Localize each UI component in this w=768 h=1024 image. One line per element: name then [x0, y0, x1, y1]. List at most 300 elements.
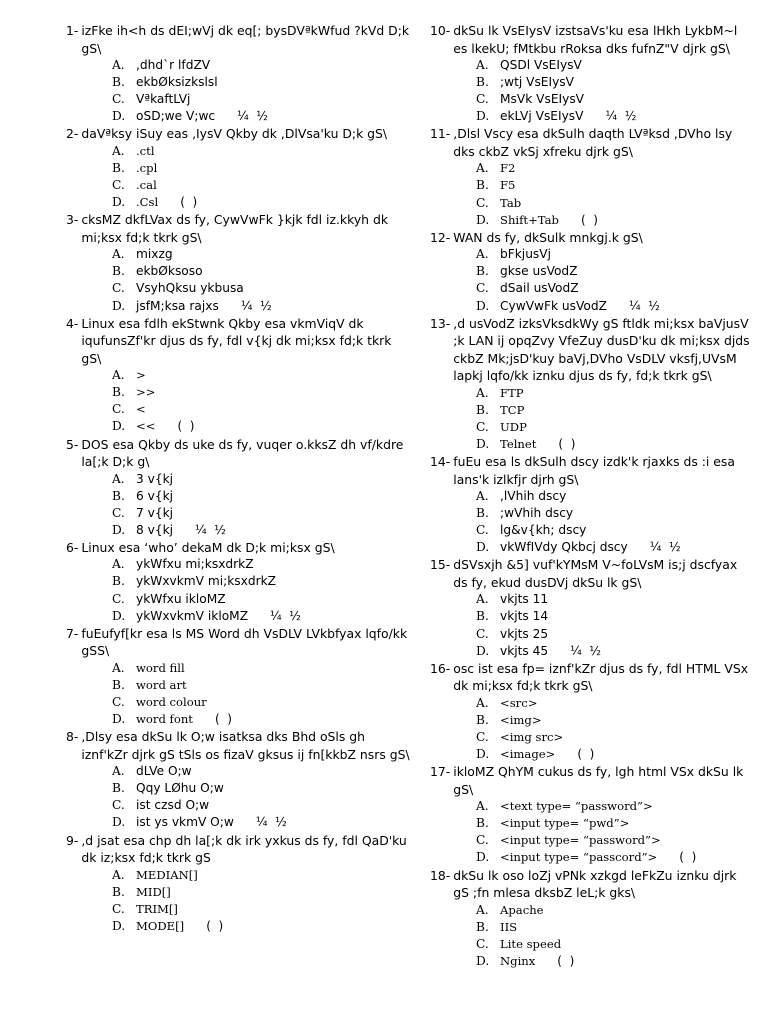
option-item	[476, 695, 752, 712]
question-number: 10-	[430, 23, 451, 38]
option-letter: A.	[476, 58, 489, 72]
question-number: 4-	[66, 315, 79, 331]
option-item	[476, 832, 752, 849]
option-item	[112, 780, 411, 797]
option-item	[112, 522, 411, 539]
option-text: <image>	[500, 747, 556, 762]
question-number: 2-	[66, 126, 79, 142]
option-item	[476, 815, 752, 832]
option-item	[476, 712, 752, 729]
option-letter: D.	[476, 747, 490, 762]
option-item	[476, 902, 752, 919]
answer-bracket: ( )	[679, 850, 697, 865]
question-text: ikloMZ QhYM cukus ds fy, lgh html VSx dkSu lk gS\	[453, 764, 744, 797]
answer-bracket: ¼ ½	[270, 608, 301, 623]
option-list	[112, 471, 411, 539]
option-text: Qqy LØhu O;w	[136, 781, 224, 796]
option-text: F5	[500, 178, 516, 193]
answer-bracket: ¼ ½	[240, 298, 272, 313]
option-text: .cal	[136, 178, 157, 193]
question-header	[66, 315, 411, 368]
option-list	[112, 143, 411, 211]
question-text: daVªksy iSuy eas ,IysV Qkby dk ,DlVsa'ku D;k gS\	[81, 126, 388, 142]
question-number: 8-	[66, 729, 79, 745]
option-letter: A.	[112, 247, 125, 262]
option-list	[476, 385, 752, 453]
option-text: ist czsd O;w	[136, 798, 210, 813]
option-letter: D.	[112, 608, 126, 623]
option-text: ;wtj VsEIysV	[500, 75, 574, 90]
option-list	[476, 798, 752, 866]
answer-bracket: ( )	[577, 747, 595, 762]
option-letter: B.	[112, 75, 125, 90]
question-header	[66, 211, 411, 246]
option-item	[112, 194, 411, 211]
option-letter: C.	[112, 92, 125, 107]
option-text: <img>	[500, 712, 542, 727]
question-header	[430, 556, 752, 591]
question-text: ,Dlsl Vscy esa dkSulh daqth LVªksd ,DVho lsy dks ckbZ vkSj xfreku djrk gS\	[453, 126, 733, 159]
option-item	[476, 402, 752, 419]
question-number: 14-	[430, 454, 451, 469]
option-item	[476, 522, 752, 539]
option-item	[476, 57, 752, 74]
option-list	[476, 246, 752, 314]
option-text: <input type= “pwd”>	[500, 816, 630, 831]
option-item	[112, 91, 411, 108]
option-letter: C.	[476, 419, 489, 434]
option-text: MID[]	[136, 884, 171, 899]
option-letter: C.	[112, 402, 125, 417]
option-letter: A.	[112, 867, 125, 882]
option-letter: B.	[112, 488, 125, 503]
question-item	[66, 728, 411, 831]
option-letter: B.	[476, 919, 489, 934]
option-item	[112, 660, 411, 677]
option-letter: A.	[112, 471, 125, 486]
question-text: fuEufyf[kr esa ls MS Word dh VsDLV LVkbfyax lqfo/kk gSS\	[81, 625, 408, 659]
question-text: izFke ih<h ds dEI;wVj dk eq[; bysDVªkWfud ?kVd D;k gS\	[81, 23, 410, 56]
option-item	[112, 711, 411, 728]
question-item	[430, 315, 752, 453]
question-text: dSVsxjh &5] vuf'kYMsM V~foLVsM is;j dscfyax ds fy, ekud dusDVj dkSu lk gS\	[453, 557, 738, 590]
option-letter: C.	[112, 901, 125, 916]
question-header	[66, 125, 411, 143]
option-letter: D.	[476, 643, 490, 658]
option-letter: A.	[112, 557, 125, 572]
question-item	[66, 625, 411, 728]
option-list	[112, 367, 411, 435]
option-letter: D.	[476, 850, 490, 865]
option-text: <input type= “passcord”>	[500, 850, 658, 865]
option-letter: A.	[476, 247, 489, 262]
option-text: CywVwFk usVodZ	[500, 298, 607, 313]
question-header	[430, 660, 752, 695]
option-item	[112, 384, 411, 401]
option-text: F2	[500, 161, 516, 176]
question-header	[430, 453, 752, 488]
question-header	[66, 539, 411, 557]
option-item	[112, 573, 411, 590]
option-letter: D.	[476, 953, 490, 968]
option-list	[112, 57, 411, 125]
question-number: 11-	[430, 126, 451, 142]
option-item	[476, 298, 752, 315]
option-letter: D.	[476, 109, 490, 124]
option-text: lg&v{kh; dscy	[500, 523, 587, 538]
option-item	[112, 608, 411, 625]
option-text: vkjts 25	[500, 626, 549, 641]
option-item	[476, 746, 752, 763]
answer-bracket: ¼ ½	[195, 522, 226, 537]
option-letter: B.	[476, 264, 489, 279]
option-list	[476, 488, 752, 556]
option-list	[112, 867, 411, 935]
option-letter: A.	[476, 799, 489, 814]
option-text: 8 v{kj	[136, 522, 174, 537]
answer-bracket: ( )	[177, 419, 195, 434]
question-header	[66, 22, 411, 57]
option-text: MODE[]	[136, 918, 185, 933]
option-item	[476, 74, 752, 91]
option-letter: D.	[112, 419, 126, 434]
option-text: MsVk VsEIysV	[500, 92, 585, 107]
question-number: 13-	[430, 315, 451, 331]
option-text: gkse usVodZ	[500, 264, 578, 279]
option-text: ykWxvkmV mi;ksxdrkZ	[136, 574, 277, 589]
option-list	[476, 902, 752, 970]
question-header	[430, 229, 752, 247]
option-item	[112, 918, 411, 935]
question-number: 9-	[66, 832, 79, 848]
option-text: VªkaftLVj	[136, 92, 191, 107]
option-item	[476, 849, 752, 866]
option-item	[476, 919, 752, 936]
question-item	[430, 556, 752, 659]
option-item	[112, 814, 411, 831]
option-letter: B.	[476, 402, 489, 417]
option-item	[112, 280, 411, 297]
option-item	[112, 74, 411, 91]
option-letter: A.	[476, 902, 489, 917]
option-text: vkjts 45	[500, 643, 549, 658]
option-list	[112, 556, 411, 624]
option-letter: B.	[476, 75, 489, 90]
option-letter: A.	[112, 660, 125, 675]
option-letter: D.	[112, 522, 126, 537]
question-text: dkSu lk oso loZj vPNk xzkgd leFkZu iznku djrk gS ;fn mlesa dksbZ leL;k gks\	[453, 867, 737, 900]
option-text: ist ys vkmV O;w	[136, 815, 234, 830]
option-item	[476, 246, 752, 263]
question-item	[430, 867, 752, 970]
option-item	[112, 401, 411, 418]
option-item	[476, 419, 752, 436]
option-item	[476, 263, 752, 280]
option-letter: A.	[112, 764, 125, 779]
option-item	[112, 418, 411, 435]
option-text: Shift+Tab	[500, 212, 559, 227]
question-text: DOS esa Qkby ds uke ds fy, vuqer o.kksZ dh vf/kdre la[;k D;k g\	[81, 436, 404, 469]
question-number: 16-	[430, 660, 451, 676]
option-item	[476, 488, 752, 505]
option-text: ykWfxu mi;ksxdrkZ	[136, 557, 254, 572]
question-text: Linux esa fdlh ekStwnk Qkby esa vkmViqV dk iqufunsZf'kr djus ds fy, fdl v{kj dk mi;ksx fd;k tkrk gS\	[81, 315, 392, 366]
option-text: <img src>	[500, 729, 564, 744]
option-item	[476, 436, 752, 453]
option-letter: B.	[112, 385, 125, 400]
left-question-column	[66, 22, 411, 935]
option-text: .cpl	[136, 160, 158, 175]
question-header	[66, 832, 411, 867]
answer-bracket: ( )	[214, 712, 232, 727]
option-text: <	[136, 402, 146, 417]
question-text: WAN ds fy, dkSulk mnkgj.k gS\	[453, 229, 643, 245]
option-text: VsyhQksu ykbusa	[136, 281, 244, 296]
question-number: 3-	[66, 212, 79, 228]
option-letter: D.	[112, 712, 126, 727]
question-item	[66, 832, 411, 935]
option-item	[476, 385, 752, 402]
option-letter: B.	[112, 781, 125, 796]
question-header	[66, 436, 411, 471]
option-item	[476, 91, 752, 108]
option-letter: D.	[112, 298, 126, 313]
option-item	[112, 797, 411, 814]
option-item	[112, 488, 411, 505]
option-item	[476, 798, 752, 815]
question-item	[430, 22, 752, 125]
option-letter: A.	[112, 143, 125, 158]
option-letter: B.	[476, 712, 489, 727]
option-text: dLVe O;w	[136, 764, 192, 779]
option-text: TCP	[500, 402, 525, 417]
question-item	[430, 453, 752, 556]
option-letter: B.	[112, 160, 125, 175]
option-text: word colour	[136, 694, 207, 709]
option-text: >	[136, 368, 146, 383]
option-list	[476, 695, 752, 763]
option-text: <src>	[500, 695, 538, 710]
option-text: Telnet	[500, 436, 537, 451]
option-letter: D.	[112, 918, 126, 933]
option-text: UDP	[500, 419, 527, 434]
option-item	[476, 160, 752, 177]
option-text: IIS	[500, 919, 518, 934]
question-number: 15-	[430, 557, 451, 573]
option-letter: A.	[476, 489, 489, 503]
answer-bracket: ( )	[580, 212, 598, 227]
question-item	[430, 125, 752, 228]
option-text: TRIM[]	[136, 901, 178, 916]
option-item	[476, 505, 752, 522]
question-item	[430, 660, 752, 763]
question-text: dkSu lk VsEIysV izstsaVs'ku esa lHkh LykbM~l es lkekU; fMtkbu rRoksa dks fufnZ"V djrk gS\	[453, 23, 738, 56]
option-letter: B.	[112, 574, 125, 589]
option-letter: D.	[476, 540, 490, 555]
option-letter: C.	[476, 936, 489, 951]
question-header	[430, 22, 752, 57]
option-item	[112, 763, 411, 780]
option-letter: C.	[112, 281, 125, 296]
option-letter: A.	[112, 58, 125, 72]
option-list	[112, 763, 411, 831]
question-number: 18-	[430, 867, 451, 883]
option-text: <<	[136, 419, 156, 434]
question-header	[430, 125, 752, 160]
option-list	[476, 160, 752, 228]
option-letter: B.	[476, 609, 489, 624]
option-text: ekbØksizkslsl	[136, 75, 218, 90]
question-item	[66, 211, 411, 314]
option-text: .Csl	[136, 195, 159, 210]
option-letter: D.	[112, 815, 126, 830]
option-item	[112, 694, 411, 711]
question-text: ,d usVodZ izksVksdkWy gS ftldk mi;ksx baVjusV ;k LAN ij opqZvy VfeZuy dusD'ku dk mi;ksx djds ckbZ Mk;jsD'kuy baVj,DVho VsDLV vksfj,UVsM lapkj lqfo/kk iznku djus ds fy, fd;k tkrk gS\	[453, 315, 750, 384]
option-letter: A.	[476, 385, 489, 400]
question-text: Linux esa ‘who’ dekaM dk D;k mi;ksx gS\	[81, 539, 335, 555]
answer-bracket: ¼ ½	[628, 298, 660, 313]
option-text: ,lVhih dscy	[500, 489, 567, 503]
option-item	[112, 591, 411, 608]
question-item	[66, 436, 411, 539]
question-text: osc ist esa fp= iznf'kZr djus ds fy, fdl HTML VSx dk mi;ksx fd;k tkrk gS\	[453, 660, 749, 694]
option-item	[112, 505, 411, 522]
option-text: Tab	[500, 195, 522, 210]
option-text: ekbØksoso	[136, 264, 203, 279]
question-text: fuEu esa ls dkSulh dscy izdk'k rjaxks ds :i esa lans'k izlkfjr djrh gS\	[453, 454, 735, 487]
option-text: <text type= “password”>	[500, 799, 653, 814]
option-letter: C.	[112, 591, 125, 606]
question-header	[66, 728, 411, 763]
question-item	[66, 125, 411, 211]
question-number: 17-	[430, 764, 451, 780]
option-letter: B.	[112, 264, 125, 279]
option-item	[112, 160, 411, 177]
option-list	[112, 660, 411, 728]
option-item	[112, 556, 411, 573]
option-letter: C.	[476, 729, 489, 744]
option-text: word fill	[136, 660, 185, 675]
option-item	[476, 108, 752, 125]
option-letter: C.	[112, 178, 125, 193]
option-text: word font	[136, 712, 193, 727]
option-list	[476, 57, 752, 125]
question-number: 12-	[430, 229, 451, 245]
option-text: QSDl VsEIysV	[500, 58, 582, 72]
option-letter: C.	[476, 281, 489, 296]
option-letter: B.	[112, 677, 125, 692]
option-text: MEDIAN[]	[136, 867, 198, 882]
option-text: dSail usVodZ	[500, 281, 579, 296]
answer-bracket: ( )	[558, 436, 576, 451]
option-letter: C.	[476, 626, 489, 641]
option-item	[476, 195, 752, 212]
option-item	[112, 263, 411, 280]
question-text: ,d jsat esa chp dh la[;k dk irk yxkus ds fy, fdl QaD'ku dk iz;ksx fd;k tkrk gS	[81, 832, 407, 865]
question-item	[430, 763, 752, 866]
option-text: Lite speed	[500, 936, 562, 951]
option-text: vkWfIVdy Qkbcj dscy	[500, 540, 628, 555]
option-text: 7 v{kj	[136, 505, 174, 520]
option-item	[476, 643, 752, 660]
option-text: Apache	[500, 902, 544, 917]
option-letter: A.	[476, 695, 489, 710]
question-header	[430, 867, 752, 902]
option-letter: C.	[112, 798, 125, 813]
option-letter: B.	[112, 884, 125, 899]
question-item	[430, 229, 752, 315]
question-header	[430, 315, 752, 385]
option-item	[476, 212, 752, 229]
option-text: vkjts 14	[500, 609, 549, 624]
option-text: word art	[136, 677, 187, 692]
option-text: <input type= “password”>	[500, 833, 661, 848]
question-item	[66, 22, 411, 125]
option-item	[476, 626, 752, 643]
option-letter: B.	[476, 506, 489, 521]
question-number: 1-	[66, 23, 79, 38]
option-text: ,dhd`r lfdZV	[136, 58, 211, 72]
option-item	[112, 677, 411, 694]
answer-bracket: ( )	[180, 195, 198, 210]
option-text: 3 v{kj	[136, 471, 174, 486]
answer-bracket: ¼ ½	[255, 815, 287, 830]
option-item	[476, 177, 752, 194]
option-text: bFkjusVj	[500, 247, 551, 262]
option-item	[112, 884, 411, 901]
option-text: ykWxvkmV ikloMZ	[136, 608, 249, 623]
answer-bracket: ¼ ½	[237, 109, 269, 124]
option-text: mixzg	[136, 247, 173, 262]
option-letter: C.	[476, 92, 489, 107]
option-item	[476, 591, 752, 608]
option-text: >>	[136, 385, 156, 400]
question-number: 7-	[66, 625, 79, 641]
option-text: oSD;we V;wc	[136, 109, 216, 124]
option-item	[112, 108, 411, 125]
option-item	[476, 539, 752, 556]
option-list	[476, 591, 752, 659]
question-text: ,Dlsy esa dkSu lk O;w isatksa dks Bhd oSls gh iznf'kZr djrk gS tSls os fizaV gksus ij fn[kkbZ nsrs gS\	[81, 729, 410, 762]
option-item	[112, 298, 411, 315]
answer-bracket: ( )	[557, 953, 575, 968]
option-item	[112, 246, 411, 263]
question-header	[430, 763, 752, 798]
answer-bracket: ¼ ½	[649, 540, 681, 555]
option-letter: C.	[476, 195, 489, 210]
option-letter: C.	[112, 505, 125, 520]
option-text: ;wVhih dscy	[500, 506, 574, 521]
option-item	[112, 143, 411, 160]
answer-bracket: ¼ ½	[570, 643, 602, 658]
option-text: vkjts 11	[500, 592, 549, 607]
question-number: 6-	[66, 539, 79, 555]
option-text: 6 v{kj	[136, 488, 174, 503]
option-text: jsfM;ksa rajxs	[136, 298, 219, 313]
answer-bracket: ¼ ½	[605, 109, 637, 124]
option-item	[112, 901, 411, 918]
option-letter: D.	[112, 109, 126, 124]
option-letter: D.	[476, 298, 490, 313]
option-letter: C.	[476, 833, 489, 848]
option-item	[476, 280, 752, 297]
question-item	[66, 539, 411, 625]
question-number: 5-	[66, 436, 79, 452]
option-letter: D.	[112, 195, 126, 210]
option-letter: D.	[476, 212, 490, 227]
option-item	[112, 867, 411, 884]
option-item	[476, 608, 752, 625]
